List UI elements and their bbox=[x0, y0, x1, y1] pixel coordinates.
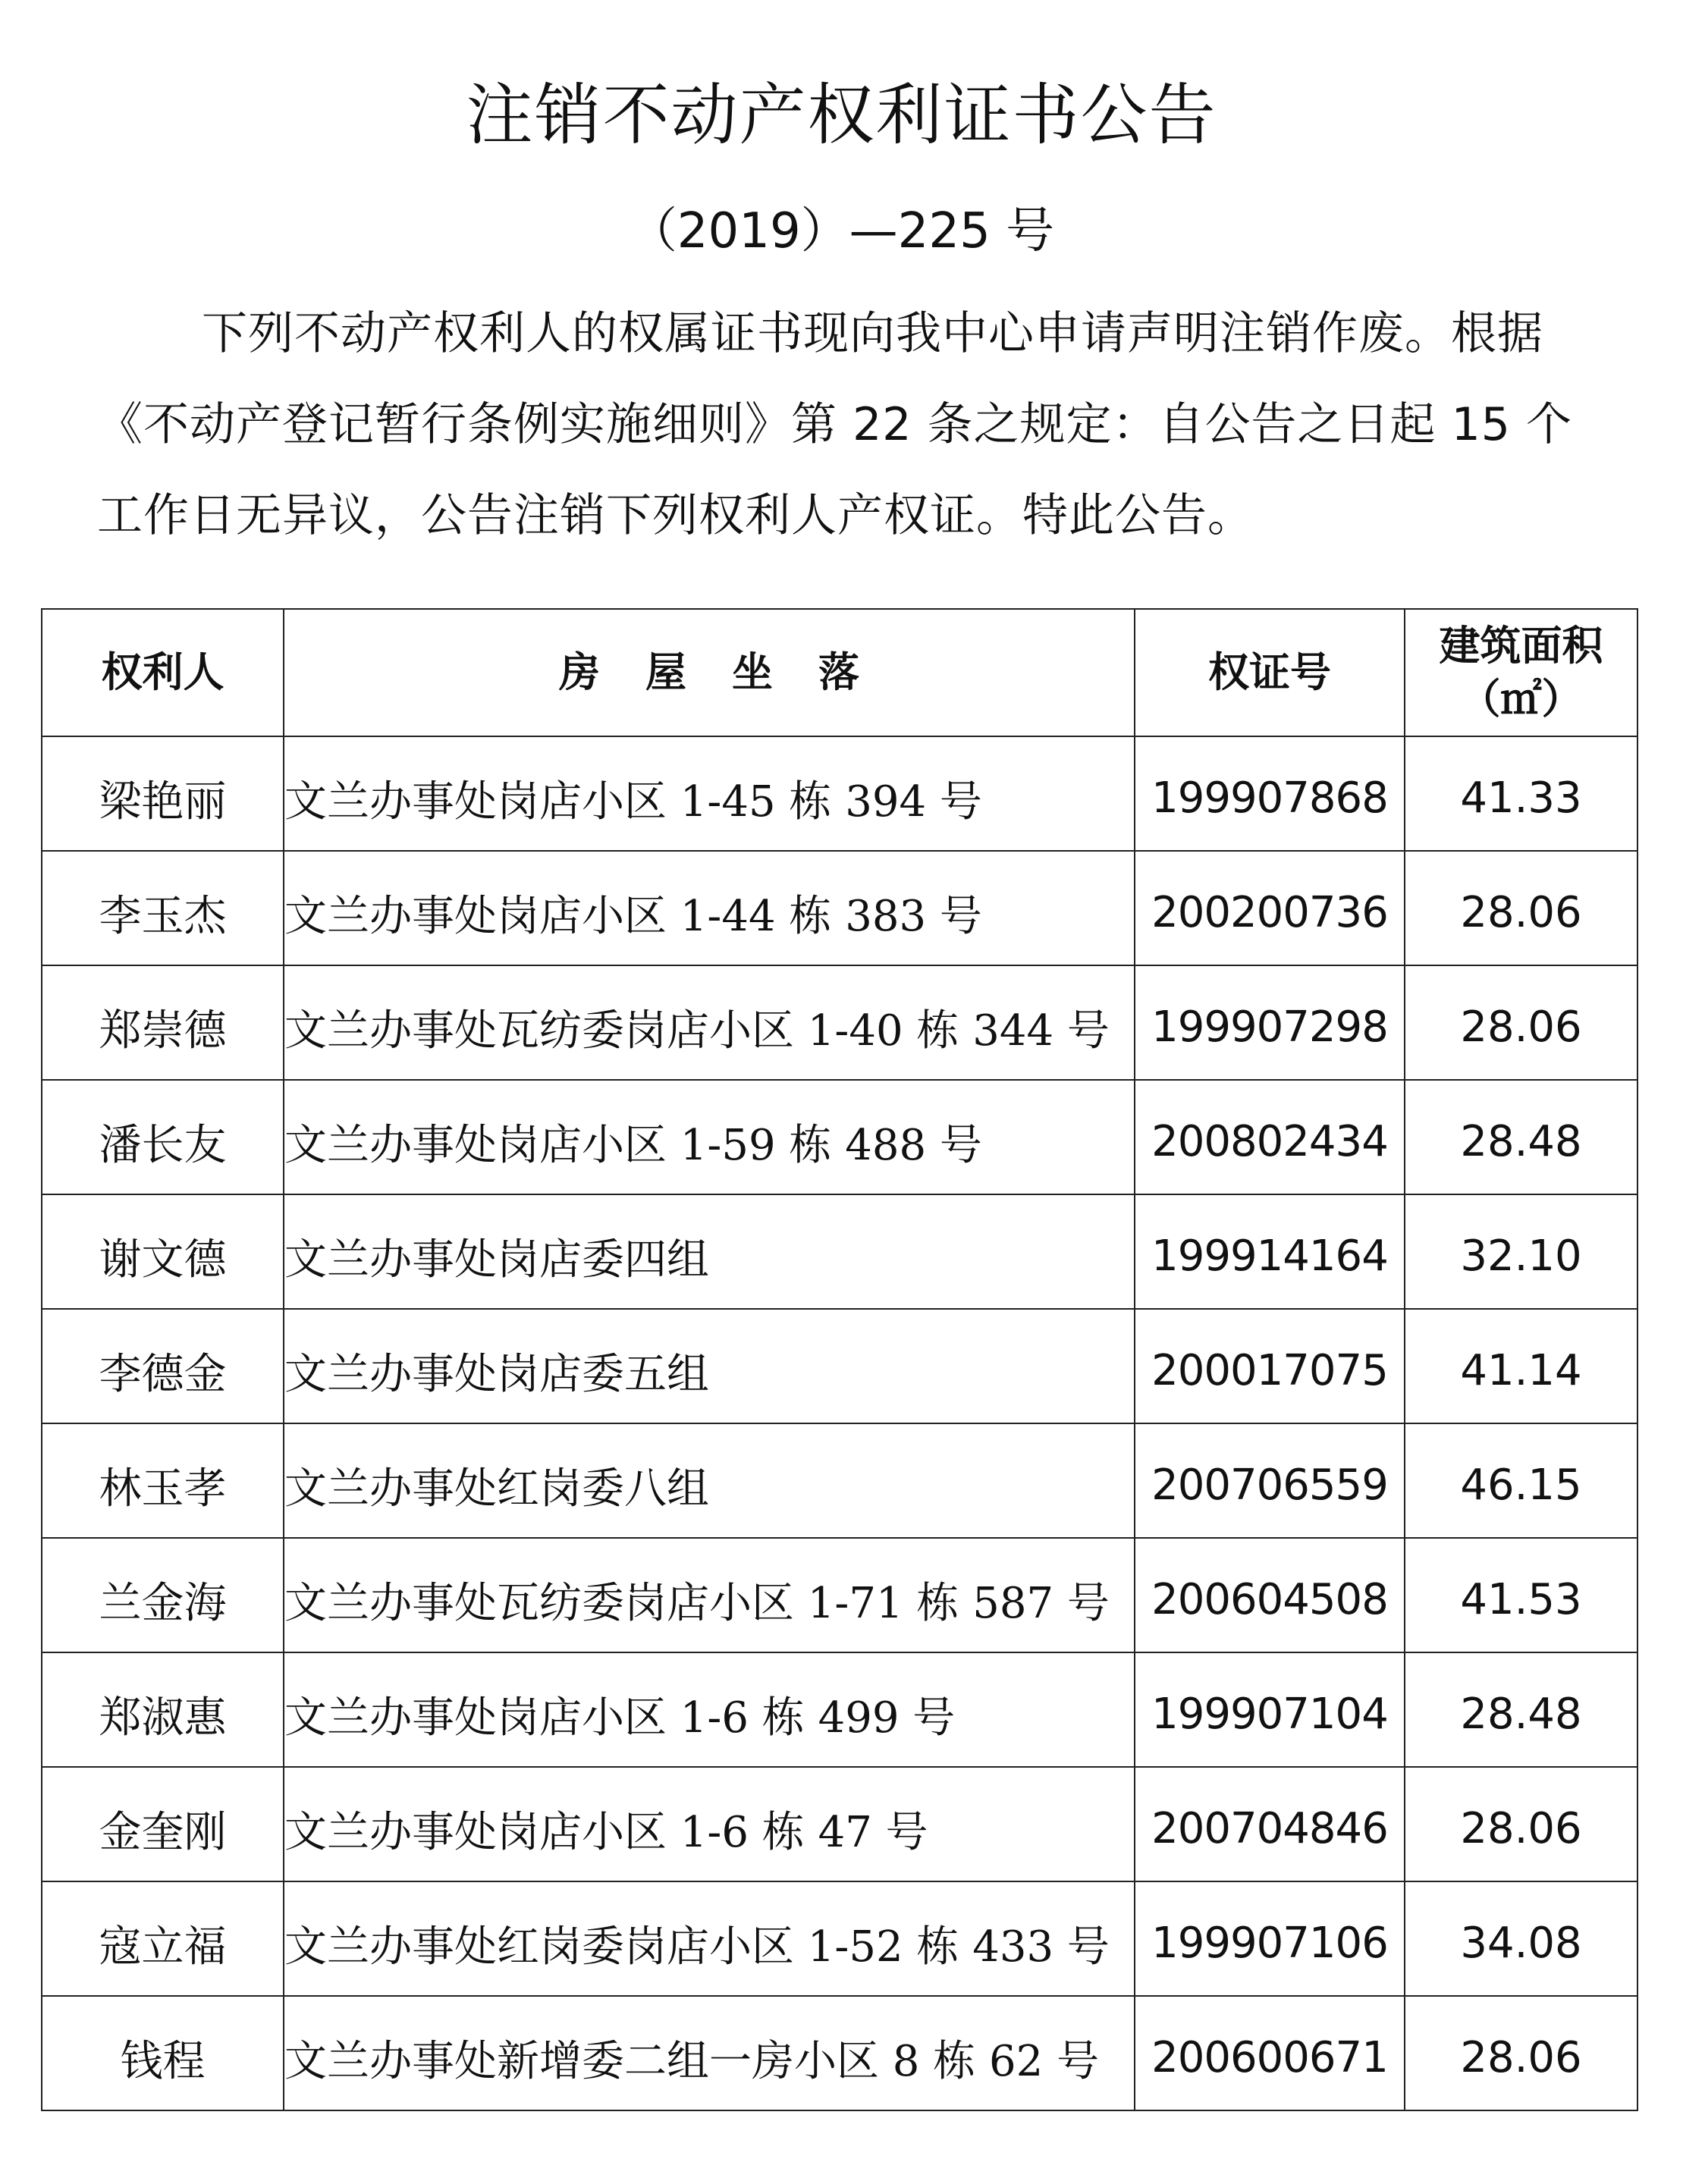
table-row bbox=[42, 1767, 1637, 1881]
cert-number-cell: 199907106 bbox=[1135, 1881, 1405, 1996]
owner-cell: 林玉孝 bbox=[42, 1423, 284, 1538]
table-row bbox=[42, 1423, 1637, 1538]
owner-cell: 李德金 bbox=[42, 1309, 284, 1423]
header-address bbox=[284, 609, 1135, 736]
cert-number-cell: 200604508 bbox=[1135, 1538, 1405, 1652]
area-cell: 28.06 bbox=[1405, 965, 1637, 1080]
cert-number-cell: 199914164 bbox=[1135, 1194, 1405, 1309]
owner-cell: 郑淑惠 bbox=[42, 1652, 284, 1767]
address-cell: 文兰办事处岗店小区 1-59 栋 488 号 bbox=[284, 1080, 1135, 1194]
cert-number-cell: 200704846 bbox=[1135, 1767, 1405, 1881]
area-cell: 41.53 bbox=[1405, 1538, 1637, 1652]
table-row bbox=[42, 1881, 1637, 1996]
table-row bbox=[42, 1080, 1637, 1194]
table-row bbox=[42, 965, 1637, 1080]
owner-cell: 兰金海 bbox=[42, 1538, 284, 1652]
address-cell: 文兰办事处岗店小区 1-45 栋 394 号 bbox=[284, 736, 1135, 851]
cert-number-cell: 200802434 bbox=[1135, 1080, 1405, 1194]
header-cert: 权证号 bbox=[1135, 609, 1405, 736]
header-area-label: 建筑面积 bbox=[1439, 622, 1603, 670]
address-cell: 文兰办事处岗店委五组 bbox=[284, 1309, 1135, 1423]
area-cell: 41.14 bbox=[1405, 1309, 1637, 1423]
cert-number-cell: 200017075 bbox=[1135, 1309, 1405, 1423]
owner-cell: 郑崇德 bbox=[42, 965, 284, 1080]
owner-cell: 钱程 bbox=[42, 1996, 284, 2110]
area-cell: 41.33 bbox=[1405, 736, 1637, 851]
address-cell: 文兰办事处岗店小区 1-44 栋 383 号 bbox=[284, 851, 1135, 965]
owner-cell: 梁艳丽 bbox=[42, 736, 284, 851]
cert-number-cell: 199907868 bbox=[1135, 736, 1405, 851]
owner-cell: 谢文德 bbox=[42, 1194, 284, 1309]
table-row bbox=[42, 1652, 1637, 1767]
certificate-table bbox=[41, 608, 1638, 2111]
cert-number-cell: 200200736 bbox=[1135, 851, 1405, 965]
area-cell: 34.08 bbox=[1405, 1881, 1637, 1996]
address-cell: 文兰办事处岗店小区 1-6 栋 499 号 bbox=[284, 1652, 1135, 1767]
notice-number: （2019）—225 号 bbox=[628, 203, 1055, 259]
cert-number-cell: 200706559 bbox=[1135, 1423, 1405, 1538]
table-row bbox=[42, 1996, 1637, 2110]
table-row bbox=[42, 851, 1637, 965]
owner-cell: 金奎刚 bbox=[42, 1767, 284, 1881]
area-cell: 46.15 bbox=[1405, 1423, 1637, 1538]
table-row bbox=[42, 1309, 1637, 1423]
address-cell: 文兰办事处岗店小区 1-6 栋 47 号 bbox=[284, 1767, 1135, 1881]
header-area bbox=[1405, 609, 1637, 736]
owner-cell: 潘长友 bbox=[42, 1080, 284, 1194]
cert-number-cell: 199907298 bbox=[1135, 965, 1405, 1080]
area-cell: 32.10 bbox=[1405, 1194, 1637, 1309]
address-cell: 文兰办事处红岗委八组 bbox=[284, 1423, 1135, 1538]
cert-number-cell: 200600671 bbox=[1135, 1996, 1405, 2110]
cert-number-cell: 199907104 bbox=[1135, 1652, 1405, 1767]
notice-title: 注销不动产权利证书公告 bbox=[466, 76, 1217, 154]
address-cell: 文兰办事处新增委二组一房小区 8 栋 62 号 bbox=[284, 1996, 1135, 2110]
area-cell: 28.48 bbox=[1405, 1080, 1637, 1194]
address-cell: 文兰办事处红岗委岗店小区 1-52 栋 433 号 bbox=[284, 1881, 1135, 1996]
owner-cell: 李玉杰 bbox=[42, 851, 284, 965]
table-row bbox=[42, 1538, 1637, 1652]
owner-cell: 寇立福 bbox=[42, 1881, 284, 1996]
area-cell: 28.48 bbox=[1405, 1652, 1637, 1767]
address-cell: 文兰办事处岗店委四组 bbox=[284, 1194, 1135, 1309]
header-area-unit: （㎡） bbox=[1459, 675, 1583, 723]
header-address-label: 房屋坐落 bbox=[559, 648, 905, 696]
area-cell: 28.06 bbox=[1405, 1767, 1637, 1881]
address-cell: 文兰办事处瓦纺委岗店小区 1-40 栋 344 号 bbox=[284, 965, 1135, 1080]
area-cell: 28.06 bbox=[1405, 851, 1637, 965]
table-row bbox=[42, 1194, 1637, 1309]
header-owner: 权利人 bbox=[42, 609, 284, 736]
address-cell: 文兰办事处瓦纺委岗店小区 1-71 栋 587 号 bbox=[284, 1538, 1135, 1652]
notice-body: 下列不动产权利人的权属证书现向我中心申请声明注销作废。根据《不动产登记暂行条例实施细则》第 22 条之规定：自公告之日起 15 个工作日无异议，公告注销下列权利人产权证。特此公告。 bbox=[97, 307, 1572, 542]
area-cell: 28.06 bbox=[1405, 1996, 1637, 2110]
table-header-row bbox=[42, 609, 1637, 736]
table-row bbox=[42, 736, 1637, 851]
